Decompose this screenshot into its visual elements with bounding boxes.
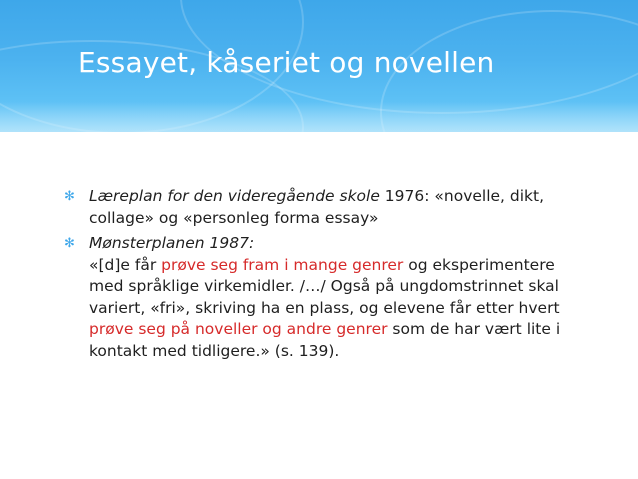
bullet-item-monsterplanen	[64, 233, 584, 362]
curriculum-title: Mønsterplanen 1987:	[89, 234, 255, 252]
slide-title: Essayet, kåseriet og novellen	[78, 46, 495, 79]
bullet-item-laereplan	[64, 186, 584, 229]
quote-text: «[d]e får	[89, 255, 162, 274]
highlighted-phrase: prøve seg på noveller og andre genrer	[89, 320, 388, 338]
asterisk-bullet-icon: ✻	[64, 236, 75, 251]
highlighted-phrase: prøve seg fram i mange genrer	[161, 255, 404, 274]
banner-bottom-fade	[0, 102, 638, 132]
asterisk-bullet-icon: ✻	[64, 189, 75, 204]
bullet-list	[64, 186, 584, 362]
quote-text: og eksperimentere med språklige virkemidler. /…/ Også på ungdomstrinnet skal variert, «fri», skriving ha en plass, og elevene får etter hvert	[89, 255, 560, 317]
curriculum-title: Læreplan for den videregående skole	[89, 187, 380, 205]
quote-text: som de har vært lite i kontakt med tidligere.» (s. 139).	[89, 320, 561, 360]
bullet-text: 1976: «novelle, dikt, collage» og «personleg forma essay»	[89, 187, 545, 227]
title-banner	[0, 0, 638, 132]
